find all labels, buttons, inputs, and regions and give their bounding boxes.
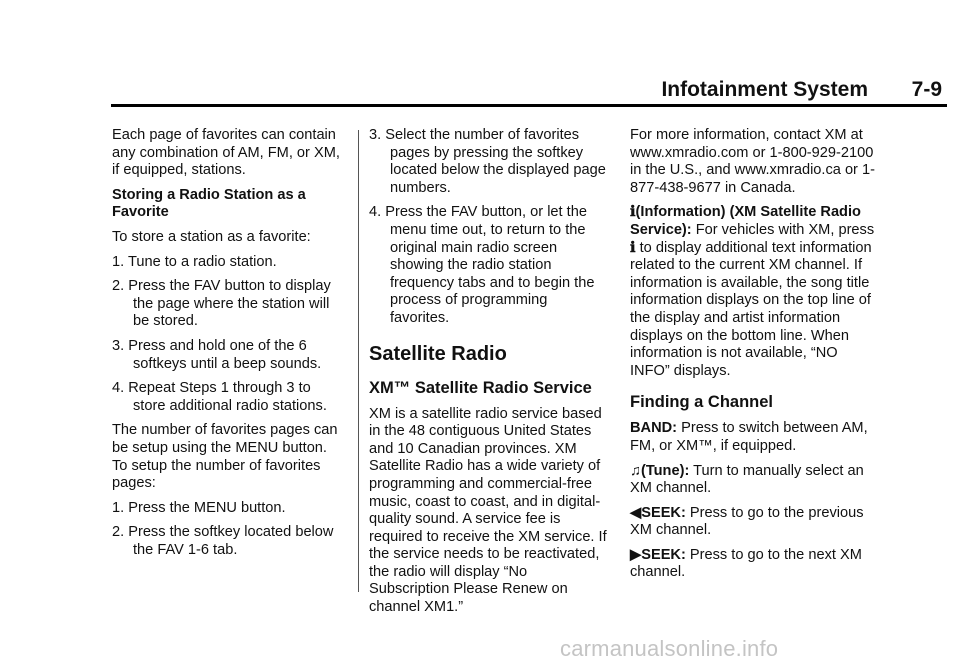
music-note-icon: ♫ bbox=[630, 462, 641, 479]
info-icon: ℹ bbox=[630, 204, 636, 221]
contact-paragraph: For more information, contact XM at www.xmradio.com or 1-800-929-2100 in the U.S., and www.xmradio.ca or 1-877-438-9677 in Canada. bbox=[630, 127, 875, 196]
info-text-b: to display additional text information related to the current XM channel. If information is available, the song title information displays on the top line of the display and artist information displays on the bottom line. When information is not available, “NO INFO” displays. bbox=[630, 239, 872, 379]
band-paragraph bbox=[630, 420, 880, 455]
subheading-finding-channel: Finding a Channel bbox=[630, 393, 773, 412]
intro-paragraph: Each page of favorites can contain any combination of AM, FM, or XM, if equipped, stations. bbox=[112, 127, 340, 179]
subheading-storing-favorite: Storing a Radio Station as a Favorite bbox=[112, 186, 306, 221]
heading-satellite-radio: Satellite Radio bbox=[369, 342, 507, 365]
band-label: BAND: bbox=[630, 420, 678, 437]
tune-text: Turn to manually select an XM channel. bbox=[630, 462, 864, 497]
column-2 bbox=[369, 127, 609, 624]
header-title: Infotainment System bbox=[661, 78, 868, 101]
seek-forward-icon: ▶ bbox=[630, 546, 642, 563]
seek-back-icon: ◀ bbox=[630, 504, 642, 521]
step-item: 4. Repeat Steps 1 through 3 to store additional radio stations. bbox=[112, 380, 327, 414]
watermark: carmanualsonline.info bbox=[560, 636, 779, 661]
seek-forward-text: Press to go to the next XM channel. bbox=[630, 546, 862, 581]
info-label: (Information) (XM Satellite Radio Service): bbox=[630, 204, 861, 238]
info-icon: ℹ bbox=[630, 239, 636, 256]
column-1 bbox=[112, 127, 340, 566]
seek-forward-paragraph bbox=[630, 547, 880, 582]
header-rule bbox=[111, 104, 947, 107]
favorites-pages-paragraph: The number of favorites pages can be setup using the MENU button. To setup the number of favorites pages: bbox=[112, 422, 338, 492]
column-3 bbox=[630, 127, 880, 589]
step-item: 3. Press and hold one of the 6 softkeys until a beep sounds. bbox=[112, 337, 322, 372]
info-text-a: For vehicles with XM, press bbox=[695, 221, 875, 238]
step-item: 2. Press the softkey located below the FAV 1-6 tab. bbox=[112, 524, 334, 558]
page-number: 7-9 bbox=[911, 78, 942, 101]
tune-paragraph bbox=[630, 463, 880, 498]
step-item: 3. Select the number of favorites pages by pressing the softkey located below the displayed page numbers. bbox=[369, 127, 606, 196]
step-item: 1. Press the MENU button. bbox=[112, 499, 286, 516]
seek-forward-label: SEEK: bbox=[641, 546, 686, 563]
subheading-xm-service: XM™ Satellite Radio Service bbox=[369, 378, 592, 397]
info-paragraph bbox=[630, 204, 880, 380]
seek-back-paragraph bbox=[630, 505, 880, 540]
seek-back-text: Press to go to the previous XM channel. bbox=[630, 504, 864, 539]
step-item: 2. Press the FAV button to display the page where the station will be stored. bbox=[112, 278, 331, 330]
tune-label: (Tune): bbox=[640, 462, 690, 479]
seek-back-label: SEEK: bbox=[641, 504, 686, 521]
step-item: 1. Tune to a radio station. bbox=[112, 253, 277, 270]
step-item: 4. Press the FAV button, or let the menu time out, to return to the original main radio screen showing the radio station frequency tabs and to begin the process of programming favorites. bbox=[369, 204, 595, 326]
band-text: Press to switch between AM, FM, or XM™, if equipped. bbox=[630, 420, 868, 454]
xm-service-paragraph: XM is a satellite radio service based in the 48 contiguous United States and 10 Canadian provinces. XM Satellite Radio has a wide variety of programming and commercial-free music, coast to coast, and in digital-quality sound. A service fee is required to receive the XM service. If the service needs to be reactivated, the radio will display “No Subscription Please Renew on channel XM1.” bbox=[369, 405, 607, 616]
column-divider bbox=[358, 130, 359, 592]
lead-paragraph: To store a station as a favorite: bbox=[112, 228, 311, 245]
